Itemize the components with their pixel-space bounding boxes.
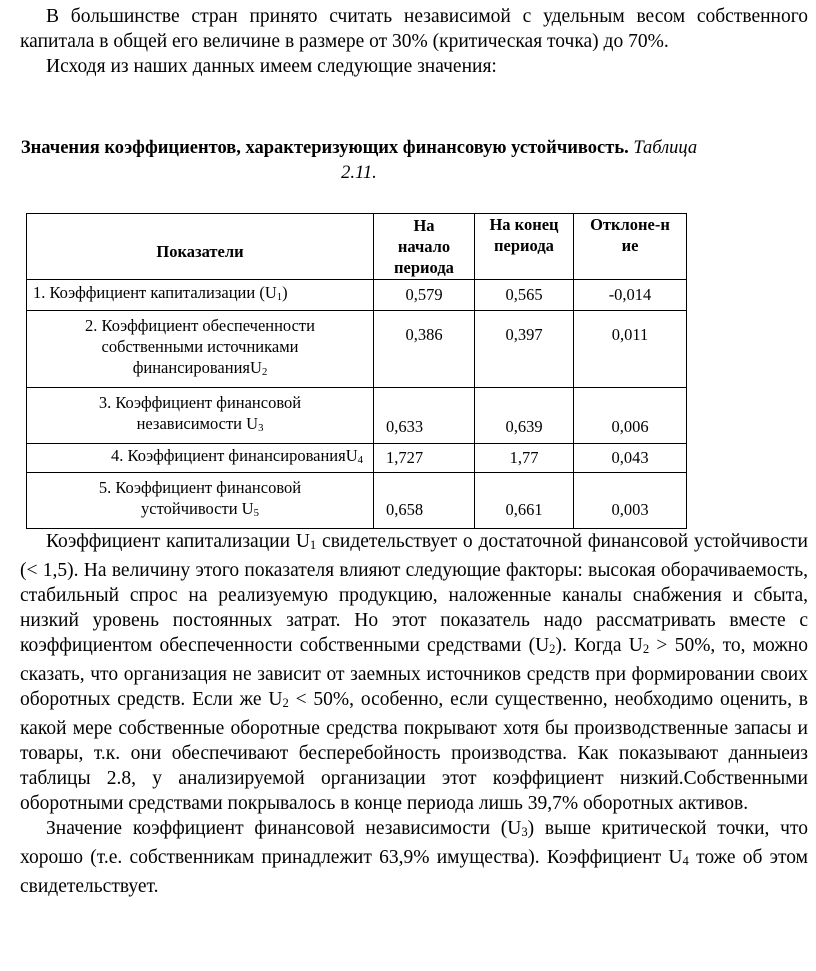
table-title-italic: Таблица 2.11. (341, 138, 698, 183)
row-start-value: 0,633 (374, 388, 475, 444)
table-row (27, 388, 687, 444)
row-end-value: 0,639 (475, 388, 574, 444)
row-label: 3. Коэффициент финансовой независимости $U_3$ (27, 388, 374, 444)
row-label: 1. Коэффициент капитализации $(U_1)$ (27, 280, 374, 311)
row-deviation-value: 0,011 (574, 311, 687, 388)
body-paragraph-1: Коэффициент капитализации $U_1$ свидетельствует о достаточной финансовой устойчивости (< 1,5). На величину этого показателя влияют следующие факторы: высокая оборачиваемость, стабильный спрос на реализуемую продукцию, наложенные каналы снабжения и сбыта, низкий уровень постоянных затрат. Но этот показатель надо рассматривать вместе с коэффициентом обеспеченности собственными средствами $(U_2)$. Когда $U_2 > 50\%$, то, можно сказать, что организация не зависит от заемных источников средств при формировании своих оборотных средств. Если же $U_2 < 50\%$, особенно, если существенно, необходимо оценить, в какой мере собственные оборотные средства покрывают хотя бы производственные запасы и товары, т.к. они обеспечивают бесперебойность производства. Как показывают данныеиз таблицы 2.8, у анализируемой организации этот коэффициент низкий.Собственными оборотными средствами покрывалось в конце периода лишь 39,7% оборотных активов. (20, 531, 808, 814)
header-indicators: Показатели (27, 214, 374, 280)
table-row (27, 311, 687, 388)
row-deviation-value: -0,014 (574, 280, 687, 311)
row-end-value: 0,565 (475, 280, 574, 311)
header-deviation: Отклоне-ние (574, 214, 687, 280)
row-end-value: 1,77 (475, 444, 574, 473)
row-deviation-value: 0,006 (574, 388, 687, 444)
row-deviation-value: 0,003 (574, 473, 687, 529)
row-label: 2. Коэффициент обеспеченности собственными источниками финансированияU$_2$ (27, 311, 374, 388)
intro-paragraph-1: В большинстве стран принято считать независимой с удельным весом собственного капитала в общей его величине в размере от 30% (критическая точка) до 70%. (20, 6, 808, 52)
intro-paragraph-2: Исходя из наших данных имеем следующие значения: (46, 56, 497, 77)
row-end-value: 0,661 (475, 473, 574, 529)
table-row (27, 444, 687, 473)
coefficients-table (26, 213, 687, 529)
row-start-value: 0,658 (374, 473, 475, 529)
document-page (20, 4, 808, 899)
row-deviation-value: 0,043 (574, 444, 687, 473)
row-start-value: 0,579 (374, 280, 475, 311)
table-row (27, 473, 687, 529)
body-paragraph-2: Значение коэффициент финансовой независимости $(U_3)$ выше критической точки, что хорошо (т.е. собственникам принадлежит 63,9% имущества). Коэффициент $U_4$ тоже об этом свидетельствует. (20, 818, 808, 897)
row-start-value: 0,386 (374, 311, 475, 388)
header-period-end: На конец периода (475, 214, 574, 280)
row-label: 5. Коэффициент финансовой устойчивости $U_5$ (27, 473, 374, 529)
header-period-start: На начало периода (374, 214, 475, 280)
row-start-value: 1,727 (374, 444, 475, 473)
table-header-row (27, 214, 687, 280)
table-title (20, 136, 808, 186)
table-row (27, 280, 687, 311)
row-label: 4. Коэффициент финансированияU$_4$ (27, 444, 374, 473)
table-title-bold: Значения коэффициентов, характеризующих финансовую устойчивость. (20, 138, 629, 158)
row-end-value: 0,397 (475, 311, 574, 388)
